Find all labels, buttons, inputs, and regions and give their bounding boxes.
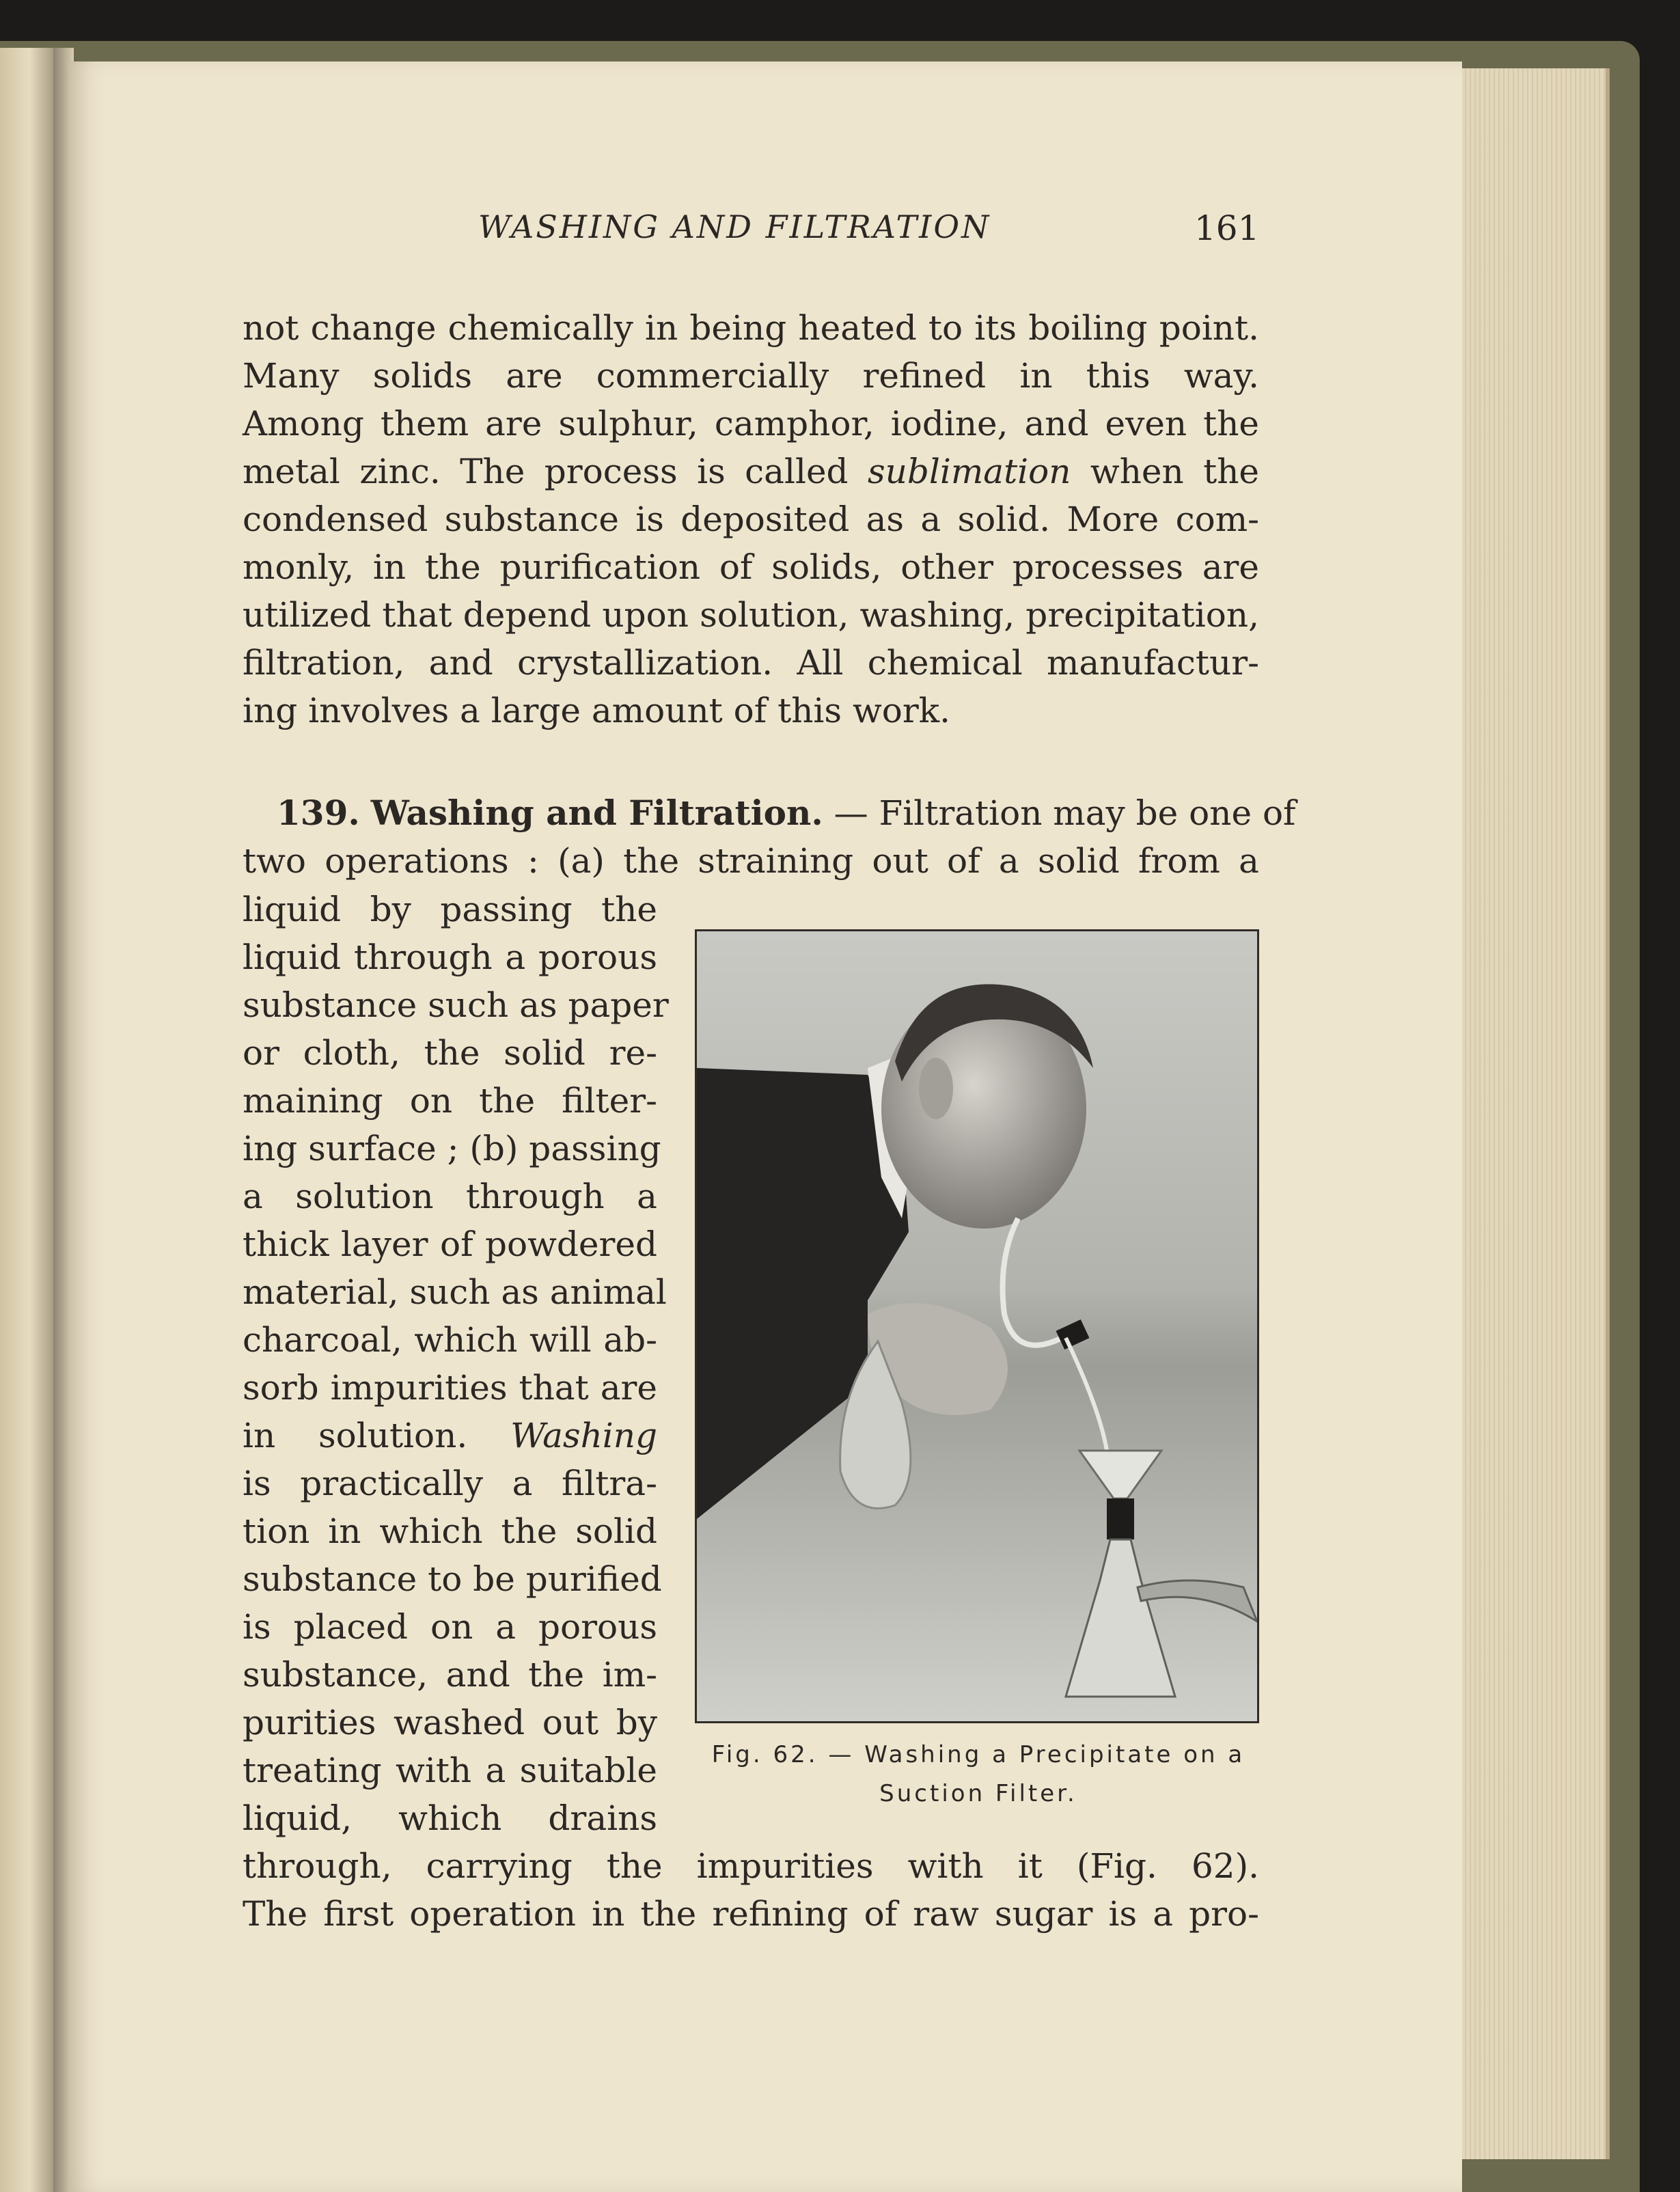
body-line: filtration, and crystallization. All chemical manufactur- — [243, 643, 1259, 683]
term-washing: Washing — [510, 1416, 657, 1455]
wrap-line: treating with a suitable — [243, 1751, 657, 1790]
body-line-text: when the — [1090, 452, 1260, 491]
wrap-line: is practically a filtra- — [243, 1464, 657, 1503]
figure-photo — [695, 929, 1259, 1723]
figure-caption: Fig. 62. — Washing a Precipitate on a — [711, 1741, 1245, 1768]
left-page-edge — [0, 48, 53, 2192]
body-line-text: metal zinc. The process is called — [243, 452, 849, 491]
wrap-line: tion in which the solid — [243, 1511, 657, 1551]
wrap-line: charcoal, which will ab- — [243, 1320, 657, 1360]
wrap-line-text: in solution. — [243, 1416, 468, 1455]
wrap-line: a solution through a — [243, 1177, 657, 1216]
wrap-line: liquid, which drains — [243, 1798, 657, 1838]
section-heading-line — [277, 789, 1296, 837]
wrap-line: material, such as animal — [243, 1272, 667, 1312]
body-line: utilized that depend upon solution, washing, precipitation, — [243, 595, 1259, 635]
wrap-line: substance such as paper — [243, 985, 669, 1025]
wrap-line: liquid by passing the — [243, 890, 657, 929]
wrap-line: sorb impurities that are — [243, 1368, 657, 1408]
body-line: not change chemically in being heated to its boiling point. — [243, 308, 1259, 348]
wrap-line: or cloth, the solid re- — [243, 1033, 657, 1073]
term-sublimation: sublimation — [868, 452, 1071, 491]
body-line: two operations : (a) the straining out of a solid from a — [243, 841, 1259, 881]
page-number: 161 — [1194, 208, 1260, 248]
section-title: Washing and Filtration. — [370, 793, 823, 833]
wrap-line: purities washed out by — [243, 1703, 657, 1742]
stopper — [1107, 1498, 1134, 1539]
wrap-line — [243, 1412, 657, 1460]
body-line: Many solids are commercially refined in this way. — [243, 356, 1259, 396]
figure-illustration — [697, 931, 1257, 1721]
wrap-line: liquid through a porous — [243, 937, 657, 977]
wrap-line: ing surface ; (b) passing — [243, 1129, 661, 1168]
page-edges — [1462, 68, 1610, 2159]
ear — [919, 1058, 953, 1119]
body-line: Among them are sulphur, camphor, iodine, and even the — [243, 404, 1259, 443]
wrap-line: thick layer of powdered — [243, 1224, 657, 1264]
running-head: WASHING AND FILTRATION — [478, 208, 991, 245]
body-line: ing involves a large amount of this work. — [243, 691, 950, 730]
section-lead-text: — Filtration may be one of — [834, 793, 1296, 833]
body-line: through, carrying the impurities with it (Fig. 62). — [243, 1846, 1259, 1886]
wrap-line: is placed on a porous — [243, 1607, 657, 1647]
body-line: monly, in the purification of solids, other processes are — [243, 547, 1259, 587]
wrap-line: substance to be purified — [243, 1559, 662, 1599]
section-number: 139. — [277, 793, 360, 833]
body-line — [243, 448, 1259, 495]
wrap-line: maining on the filter- — [243, 1081, 657, 1121]
body-line: condensed substance is deposited as a solid. More com- — [243, 499, 1259, 539]
body-line: The first operation in the refining of raw sugar is a pro- — [243, 1894, 1259, 1934]
figure-caption: Suction Filter. — [879, 1780, 1077, 1807]
wrap-line: substance, and the im- — [243, 1655, 657, 1695]
